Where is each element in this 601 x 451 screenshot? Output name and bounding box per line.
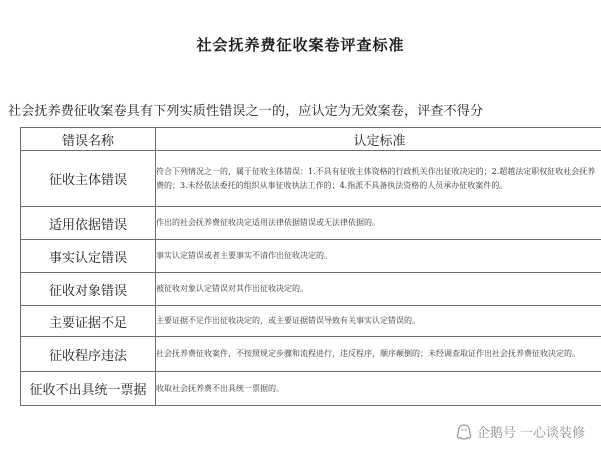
table-row	[21, 207, 601, 240]
error-name: 征收程序违法	[21, 337, 156, 372]
table-row	[21, 372, 601, 406]
header-criteria: 认定标准	[156, 128, 601, 151]
error-name: 征收主体错误	[21, 151, 156, 207]
watermark	[456, 422, 585, 441]
criteria-text: 事实认定错误或者主要事实不清作出征收决定的。	[156, 240, 601, 273]
table-row	[21, 151, 601, 207]
header-error-name: 错误名称	[21, 128, 156, 151]
document-title: 社会抚养费征收案卷评查标准	[196, 36, 405, 54]
table-header-row	[21, 128, 601, 151]
error-name: 适用依据错误	[21, 207, 156, 240]
penguin-icon	[456, 424, 472, 440]
criteria-text: 被征收对象认定错误对其作出征收决定的。	[156, 273, 601, 306]
criteria-text: 作出的社会抚养费征收决定适用法律依据错误或无法律依据的。	[156, 207, 601, 240]
criteria-text: 主要证据不足作出征收决定的，或主要证据错误导致有关事实认定错误的。	[156, 306, 601, 337]
criteria-text: 符合下列情况之一的，属于征收主体错误：1.不具有征收主体资格的行政机关作出征收决定的；2.超越法定职权征收社会抚养费的；3.未经依法委托的组织从事征收执法工作的；4.指派不具备执法资格的人员承办征收案件的。	[156, 151, 601, 207]
table-row	[21, 240, 601, 273]
table-row	[21, 306, 601, 337]
criteria-text: 收取社会抚养费不出具统一票据的。	[156, 372, 601, 406]
table-row	[21, 337, 601, 372]
intro-text: 社会抚养费征收案卷具有下列实质性错误之一的，应认定为无效案卷，评查不得分	[8, 104, 484, 119]
watermark-text: 企鹅号 一心谈装修	[476, 426, 585, 441]
table-row	[21, 273, 601, 306]
criteria-text: 社会抚养费征收案件，不按照规定步骤和流程进行，违反程序，顺序颠倒的；未经调查取证作出社会抚养费征收决定的。	[156, 337, 601, 372]
error-name: 征收对象错误	[21, 273, 156, 306]
error-name: 事实认定错误	[21, 240, 156, 273]
error-name: 主要证据不足	[21, 306, 156, 337]
standards-table	[20, 127, 601, 406]
error-name: 征收不出具统一票据	[21, 372, 156, 406]
